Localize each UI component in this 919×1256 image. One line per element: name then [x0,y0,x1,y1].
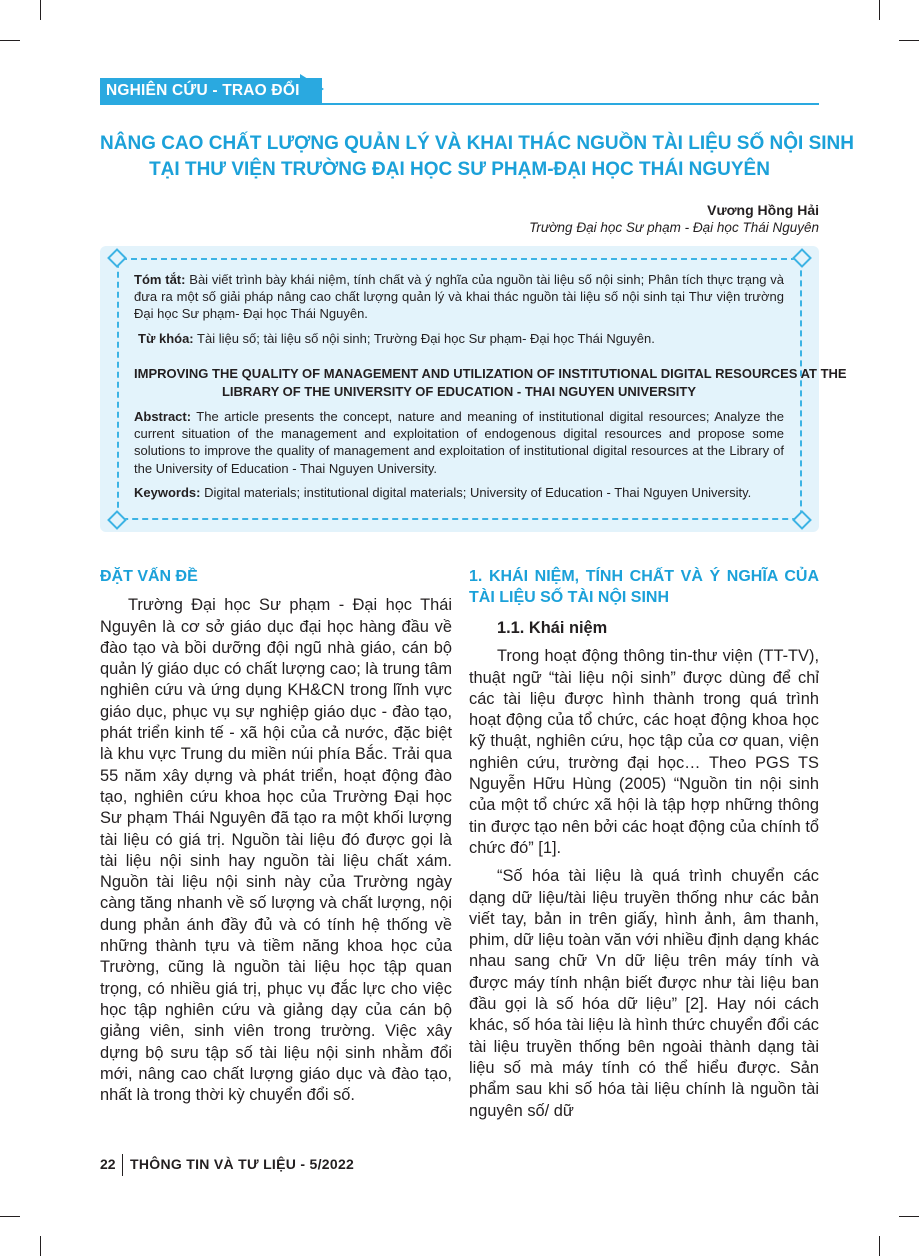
concept-paragraph-1: Trong hoạt động thông tin-thư viện (TT-TV), thuật ngữ “tài liệu nội sinh” được dùng để chỉ các tài liệu được hình thành trong quá trình hoạt động của tổ chức, các hoạt động khoa học kỹ thuật, nghiên cứu, học tập của cơ quan, viện nghiên cứu, trường đại học… Theo PGS TS Nguyễn Hữu Hùng (2005) “Nguồn tin nội sinh của một tổ chức xã hội là tập hợp những thông tin được tạo nên bởi các hoạt động của chính tổ chức đó” [1]. [469,647,819,857]
subsection-heading: 1.1. Khái niệm [497,619,608,637]
section-divider [100,103,819,105]
right-column [469,566,819,1122]
english-title [134,365,847,401]
keywords-vi-text: Tài liệu số; tài liệu số nội sinh; Trường Đại học Sư phạm- Đại học Thái Nguyên. [193,331,655,346]
crop-mark [0,1216,20,1217]
abstract-en-label: Abstract: [134,409,192,424]
english-title-line: LIBRARY OF THE UNIVERSITY OF EDUCATION - THAI NGUYEN UNIVERSITY [221,384,697,399]
author-name: Vương Hồng Hải [707,202,819,218]
keywords-en-text: Digital materials; institutional digital materials; University of Education - Thai Nguyen University. [200,485,752,500]
intro-heading: ĐẶT VẤN ĐỀ [100,568,198,585]
english-title-line: IMPROVING THE QUALITY OF MANAGEMENT AND UTILIZATION OF INSTITUTIONAL DIGITAL RESOURCES AT THE [134,366,847,381]
page-number: 22 [100,1156,116,1172]
left-column [100,566,452,1106]
crop-mark [899,1216,919,1217]
author-affiliation: Trường Đại học Sư phạm - Đại học Thái Nguyên [529,220,819,235]
journal-name: THÔNG TIN VÀ TƯ LIỆU - 5/2022 [130,1156,355,1172]
abstract-en-text: The article presents the concept, nature and meaning of institutional digital resources; Analyze the current situation of the management and exploitation of endogenous digital resources and propose some solutions to improve the quality of management and exploitation of institutional digital resources at the Library of the University of Education - Thai Nguyen University. [134,409,784,476]
keywords-en [134,484,784,501]
abstract-vi-label: Tóm tắt: [134,272,186,287]
abstract-vi-text: Bài viết trình bày khái niệm, tính chất và ý nghĩa của nguồn tài liệu số nội sinh; Phân tích thực trạng và đưa ra một số giải pháp nâng cao chất lượng quản lý và khai thác nguồn tài liệu số nội sinh tại Thư viện trường Đại học Sư phạm- Đại học Thái Nguyên. [134,272,784,322]
section-1-heading: 1. KHÁI NIỆM, TÍNH CHẤT VÀ Ý NGHĨA CỦA TÀI LIỆU SỐ TÀI NỘI SINH [469,568,819,606]
article-title-line: NÂNG CAO CHẤT LƯỢNG QUẢN LÝ VÀ KHAI THÁC NGUỒN TÀI LIỆU SỐ NỘI SINH [100,133,854,154]
crop-mark [879,0,880,20]
crop-mark [40,0,41,20]
keywords-en-label: Keywords: [134,485,201,500]
crop-mark [879,1236,880,1256]
article-title-line: TẠI THƯ VIỆN TRƯỜNG ĐẠI HỌC SƯ PHẠM-ĐẠI HỌC THÁI NGUYÊN [149,159,770,180]
crop-mark [40,1236,41,1256]
keywords-vi-label: Từ khóa: [138,331,194,346]
article-title [100,131,854,183]
abstract-en [134,408,784,477]
concept-paragraph-2: “Số hóa tài liệu là quá trình chuyển các dạng dữ liệu/tài liệu truyền thống như các bản viết tay, bản in trên giấy, hình ảnh, âm thanh, phim, dữ liệu toàn văn với nhiều định dạng khác nhau sang chữ Vn dữ liệu trên máy tính và được máy tính nhận biết được như tài liệu ban đầu gọi là số hóa dữ liệu” [2]. Hay nói cách khác, số hóa tài liệu là hình thức chuyển đổi các tài liệu truyền thống bên ngoài thành dạng tài liệu số mà máy tính có thể hiểu được. Sản phẩm sau khi số hóa tài liệu chính là nguồn tài nguyên số/ dữ [469,867,819,1120]
footer-separator [122,1154,123,1176]
abstract-vi [134,271,784,323]
crop-mark [0,40,20,41]
crop-mark [899,40,919,41]
intro-paragraph: Trường Đại học Sư phạm - Đại học Thái Nguyên là cơ sở giáo dục đại học hàng đầu về đào tạo và bồi dưỡng đội ngũ nhà giáo, cán bộ quản lý giáo dục có chất lượng cao; là trung tâm nghiên cứu và ứng dụng KH&CN trong lĩnh vực giáo dục, phục vụ sự nghiệp giáo dục - đào tạo, phát triển kinh tế - xã hội của cả nước, đặc biệt là khu vực Trung du miền núi phía Bắc. Trải qua 55 năm xây dựng và phát triển, hoạt động đào tạo, nghiên cứu khoa học của Trường Đại học Sư phạm Thái Nguyên đã tạo ra một khối lượng tài liệu có giá trị. Nguồn tài liệu đó được gọi là tài liệu nội sinh hay nguồn tài liệu chất xám. Nguồn tài liệu nội sinh này của Trường ngày càng tăng nhanh về số lượng và chất lượng, nội dung phản ánh đầy đủ và có tính hệ thống về những thành tựu và tiềm năng khoa học của Trường, cũng là nguồn tài liệu học tập quan trọng, có nhiều giá trị, phục vụ đắc lực cho việc học tập nghiên cứu và giảng dạy của cán bộ giảng viên, sinh viên trong trường. Việc xây dựng bộ sưu tập số tài liệu nội sinh nhằm đổi mới, nâng cao chất lượng giáo dục và đào tạo, nhất là trong thời kỳ chuyển đổi số. [100,596,452,1105]
section-label: NGHIÊN CỨU - TRAO ĐỔI [100,78,322,104]
keywords-vi [134,330,784,347]
